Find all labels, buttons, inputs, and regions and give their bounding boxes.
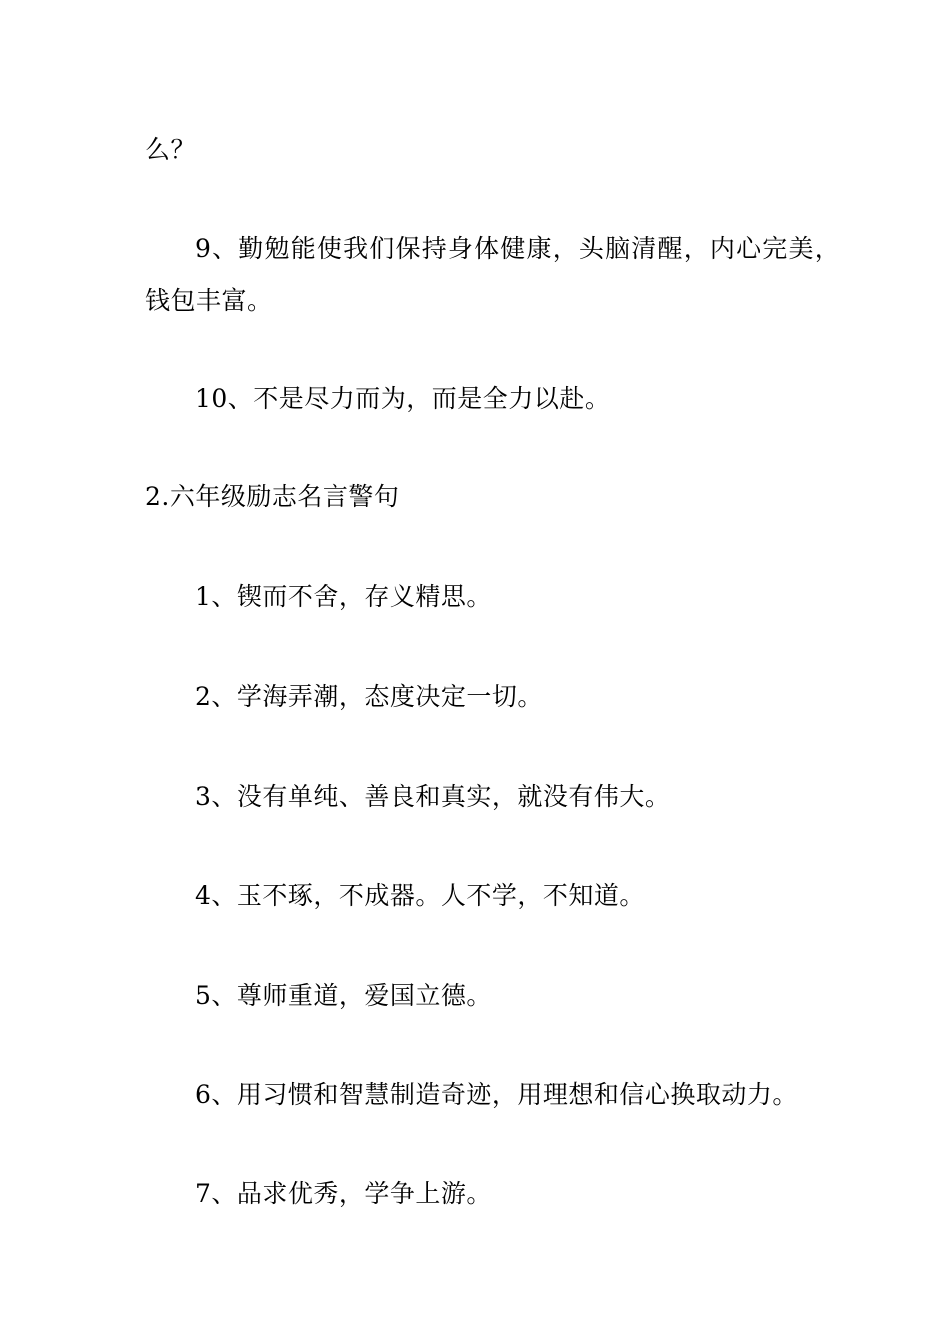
quote-item-10: 10、不是尽力而为，而是全力以赴。	[195, 384, 611, 413]
quote-item-9-continuation: 钱包丰富。	[145, 286, 273, 315]
quote-item-4: 4、玉不琢，不成器。人不学，不知道。	[195, 881, 645, 910]
quote-item-3: 3、没有单纯、善良和真实，就没有伟大。	[195, 782, 671, 811]
quote-item-9: 9、勤勉能使我们保持身体健康，头脑清醒，内心完美，	[195, 234, 841, 263]
quote-item-7: 7、品求优秀，学争上游。	[195, 1179, 492, 1208]
quote-item-1: 1、锲而不舍，存义精思。	[195, 582, 492, 611]
quote-item-6: 6、用习惯和智慧制造奇迹，用理想和信心换取动力。	[195, 1080, 798, 1109]
quote-item-2: 2、学海弄潮，态度决定一切。	[195, 682, 543, 711]
quote-item-5: 5、尊师重道，爱国立德。	[195, 981, 492, 1010]
text-line-continuation: 么？	[145, 135, 197, 164]
section-heading: 2.六年级励志名言警句	[145, 482, 400, 511]
